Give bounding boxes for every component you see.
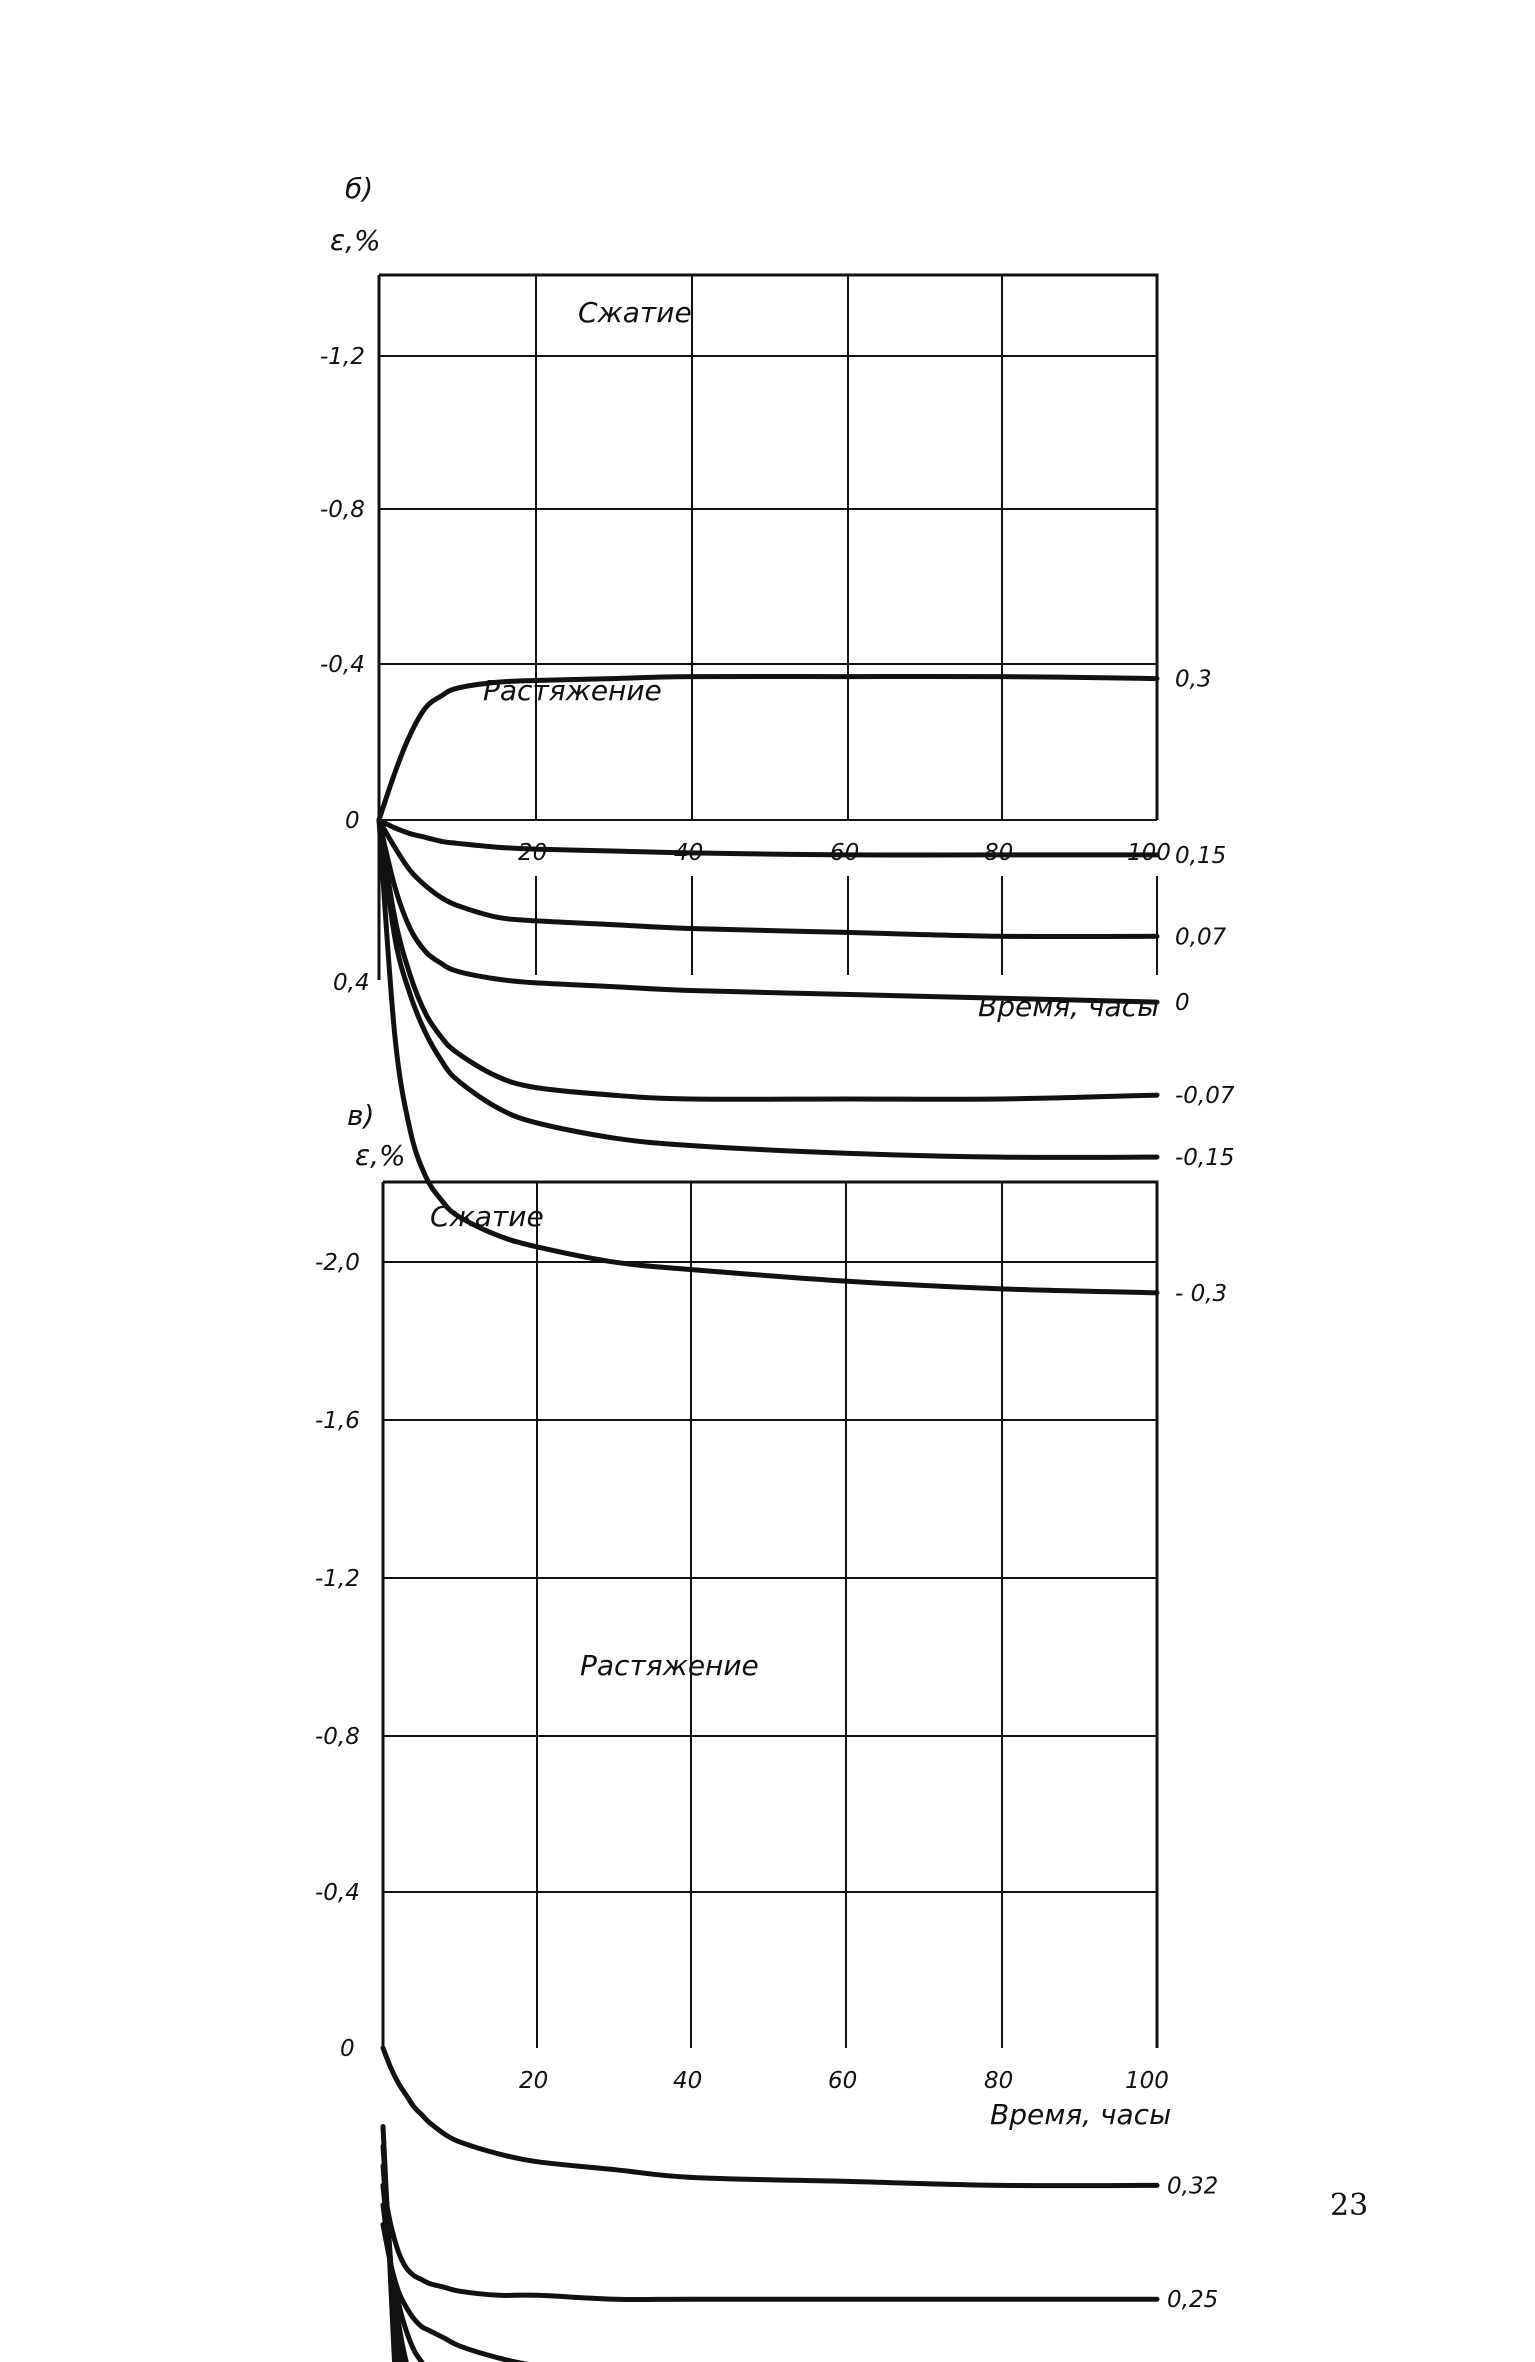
- series-lines: [383, 2048, 1157, 2362]
- series-line: [379, 820, 1160, 1099]
- annotation-compression: Сжатие: [430, 1200, 544, 1233]
- x-tick-label: 40: [674, 840, 704, 866]
- x-tick-label: 40: [673, 2068, 703, 2094]
- series-end-labels: [1167, 2173, 1227, 2362]
- chart-panel-v: [315, 1099, 1227, 2362]
- y-tick-label: -1,2: [315, 1566, 360, 1592]
- y-tick-label: -0,8: [315, 1724, 360, 1750]
- x-axis-label: Время, часы: [990, 2098, 1172, 2131]
- y-tick-label: -1,2: [320, 344, 365, 370]
- x-axis-label: Время, часы: [978, 990, 1160, 1023]
- grid-lines: [379, 275, 1157, 975]
- series-end-label: 0,15: [1175, 842, 1227, 869]
- x-tick-labels: [519, 2068, 1169, 2094]
- x-tick-label: 80: [984, 840, 1014, 866]
- y-axis-label: ε,%: [330, 224, 381, 257]
- series-line: [383, 2205, 1157, 2362]
- x-tick-label: 60: [828, 2068, 858, 2094]
- x-tick-label: 20: [519, 2068, 549, 2094]
- y-tick-label: 0: [340, 2036, 355, 2062]
- series-end-label: -0,07: [1175, 1083, 1235, 1110]
- y-tick-label: 0: [345, 808, 360, 834]
- y-tick-label: -0,4: [315, 1880, 360, 1906]
- x-tick-label: 60: [830, 840, 860, 866]
- y-axis-label: ε,%: [355, 1139, 406, 1172]
- series-end-label: 0,07: [1175, 924, 1227, 951]
- x-tick-label: 20: [518, 840, 548, 866]
- series-end-labels: [1175, 667, 1235, 1307]
- y-tick-label: -2,0: [315, 1250, 360, 1276]
- series-line: [383, 2185, 1157, 2362]
- series-end-label: 0,32: [1167, 2173, 1219, 2200]
- series-end-label: -0,15: [1175, 1145, 1235, 1172]
- annotation-compression: Сжатие: [578, 296, 692, 329]
- series-end-label: 0,25: [1167, 2287, 1219, 2314]
- y-tick-label: -0,4: [320, 652, 365, 678]
- annotation-tension: Растяжение: [580, 1649, 759, 1682]
- grid-lines: [383, 1182, 1157, 2048]
- plot-frame: [383, 1182, 1157, 2048]
- panel-label: в): [347, 1099, 375, 1132]
- x-tick-label: 80: [984, 2068, 1014, 2094]
- y-tick-label: -0,8: [320, 497, 365, 523]
- y-tick-labels: [315, 1250, 360, 2062]
- series-line: [379, 820, 1160, 1157]
- series-end-label: - 0,3: [1175, 1280, 1228, 1307]
- series-line: [379, 820, 1157, 855]
- page-number: 23: [1330, 2188, 1369, 2223]
- series-line: [379, 820, 1157, 937]
- panel-label: б): [345, 172, 374, 205]
- y-tick-labels: [320, 344, 370, 996]
- series-line: [383, 2166, 1157, 2362]
- series-line: [383, 2185, 1157, 2299]
- y-tick-label: 0,4: [333, 970, 370, 996]
- x-tick-label: 100: [1127, 840, 1171, 866]
- series-end-label: 0: [1175, 990, 1190, 1017]
- chart-panel-b: [320, 172, 1235, 1307]
- annotation-tension: Растяжение: [483, 674, 662, 707]
- x-tick-label: 100: [1125, 2068, 1169, 2094]
- series-line: [383, 2127, 1157, 2362]
- plot-frame: [379, 275, 1157, 980]
- series-end-label: 0,3: [1175, 666, 1212, 693]
- y-tick-label: -1,6: [315, 1408, 360, 1434]
